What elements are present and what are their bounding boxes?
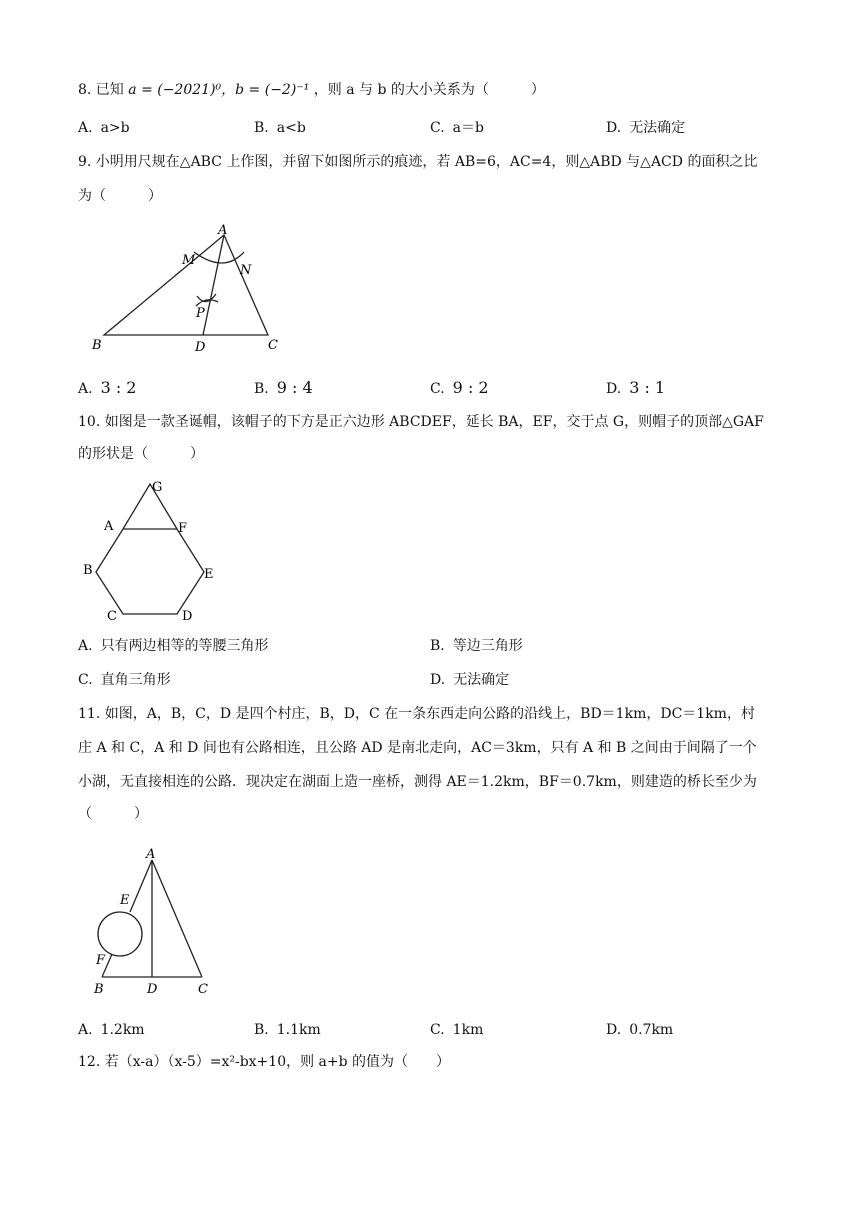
q11-label-d: D	[147, 982, 158, 997]
q8-option-c: C. a＝b	[430, 120, 484, 136]
q11-option-b: B. 1.1km	[254, 1022, 321, 1038]
q9-label-b: B	[92, 338, 102, 353]
q11-stem-line4: （ ）	[78, 806, 148, 822]
q11-lake-circle	[98, 912, 142, 956]
q10-figure	[80, 478, 230, 624]
q10-label-a: A	[104, 519, 114, 534]
q8-stem-prefix: 8. 已知	[78, 82, 124, 98]
q10-option-d: D. 无法确定	[430, 672, 510, 688]
q11-label-f: F	[96, 953, 106, 968]
q8-option-d: D. 无法确定	[606, 120, 686, 136]
q9-label-n: N	[240, 263, 252, 278]
q8-stem-suffix: ，则 a 与 b 的大小关系为（ ）	[313, 82, 545, 98]
q11-stem-line3: 小湖，无直接相连的公路．现决定在湖面上造一座桥，测得 AE＝1.2km，BF＝0.7km，则建造的桥长至少为	[78, 774, 757, 790]
q10-label-b: B	[83, 563, 93, 578]
q9-figure	[84, 224, 294, 359]
q11-option-c: C. 1km	[430, 1022, 484, 1038]
q10-stem-line1: 10. 如图是一款圣诞帽，该帽子的下方是正六边形 ABCDEF，延长 BA，EF，交于点 G，则帽子的顶部△GAF	[78, 414, 764, 430]
q11-option-d: D. 0.7km	[606, 1022, 674, 1038]
q8-stem	[78, 80, 545, 100]
q10-option-b: B. 等边三角形	[430, 638, 523, 654]
q9-stem-line2: 为（ ）	[78, 188, 162, 204]
q9-stem-line1: 9. 小明用尺规在△ABC 上作图，并留下如图所示的痕迹，若 AB=6，AC=4，则△ABD 与△ACD 的面积之比	[78, 154, 758, 170]
q10-label-d: D	[182, 609, 193, 624]
q10-cap-triangle	[123, 484, 177, 529]
q9-option-d: D. 3 : 1	[606, 378, 666, 397]
q11-side-ab-upper	[130, 860, 152, 912]
q9-option-b: B. 9 : 4	[254, 378, 313, 397]
q11-triangle-adc	[102, 860, 202, 977]
q10-label-f: F	[178, 521, 188, 536]
q11-option-a: A. 1.2km	[78, 1022, 145, 1038]
q11-stem-line1: 11. 如图，A，B，C，D 是四个村庄，B，D，C 在一条东西走向公路的沿线上，BD＝1km，DC＝1km，村	[78, 706, 755, 722]
q11-label-a: A	[146, 847, 156, 862]
q8-option-a: A. a>b	[78, 120, 130, 136]
q10-hexagon	[96, 529, 204, 614]
q9-label-d: D	[195, 340, 206, 355]
q10-option-a: A. 只有两边相等的等腰三角形	[78, 638, 269, 654]
q8-option-b: B. a<b	[254, 120, 306, 136]
q8-expression: a = (−2021)⁰，b = (−2)⁻¹	[128, 82, 310, 98]
q9-label-p: P	[196, 306, 205, 321]
q9-option-a: A. 3 : 2	[78, 378, 137, 397]
q9-label-a: A	[218, 224, 228, 238]
q11-label-b: B	[94, 982, 104, 997]
q10-stem-line2: 的形状是（ ）	[78, 446, 204, 462]
q10-label-e: E	[204, 567, 214, 582]
q9-label-m: M	[182, 253, 196, 268]
q10-option-c: C. 直角三角形	[78, 672, 171, 688]
q9-option-c: C. 9 : 2	[430, 378, 489, 397]
q12-stem: 12. 若（x-a）（x-5）=x²-bx+10，则 a+b 的值为（ ）	[78, 1054, 451, 1070]
q11-stem-line2: 庄 A 和 C，A 和 D 间也有公路相连，且公路 AD 是南北走向，AC＝3km，只有 A 和 B 之间由于间隔了一个	[78, 740, 757, 756]
q11-label-c: C	[198, 982, 208, 997]
q10-label-g: G	[152, 480, 163, 495]
q9-triangle-abc	[104, 235, 268, 335]
q10-label-c: C	[107, 609, 117, 624]
q11-figure	[88, 842, 228, 998]
q11-label-e: E	[120, 893, 130, 908]
q9-label-c: C	[268, 338, 278, 353]
